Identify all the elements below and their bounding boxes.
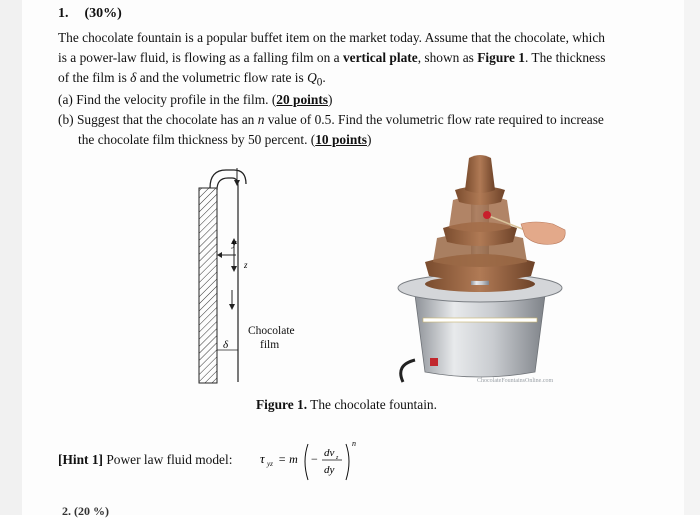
film-surface [217, 178, 238, 382]
axis-z-head [231, 266, 237, 272]
part-b-close: ) [366, 132, 372, 147]
question-weight: (30%) [84, 6, 122, 21]
formula-exponent: n [352, 439, 356, 448]
fountain-led-strip [423, 318, 537, 322]
formula-tau-sub: yz [267, 460, 273, 468]
watermark: ChocolateFountainsOnline.com [477, 378, 554, 384]
hint [58, 452, 232, 468]
formula-dy: dy [324, 464, 335, 476]
flow-subscript: 0 [316, 76, 323, 89]
fountain-control [430, 358, 438, 366]
formula-minus: − [311, 452, 318, 466]
intro-text: , shown as [417, 50, 478, 65]
strawberry [483, 211, 491, 219]
caption-text: The chocolate fountain. [307, 397, 437, 412]
part-b [58, 110, 648, 150]
left-margin [0, 0, 22, 515]
intro-line-2 [58, 48, 638, 68]
power-law-formula [258, 436, 368, 486]
flow-symbol: Q [307, 70, 317, 85]
figure-caption [256, 397, 437, 413]
intro-text: . The thickness [524, 50, 606, 65]
question-number: 1. [58, 6, 69, 21]
film-label-1: Chocolate [248, 325, 295, 337]
axis-y-horizontal-head [217, 252, 222, 258]
part-a-close: ) [328, 92, 333, 107]
question-header [58, 6, 138, 22]
falling-film-diagram [180, 160, 300, 390]
fountain-crown [465, 155, 495, 193]
part-a [58, 90, 648, 110]
axis-z-label: z [244, 260, 248, 270]
intro-text: . [322, 70, 326, 85]
part-b-text: (b) Suggest that the chocolate has an [58, 112, 258, 127]
formula-equals: = m [278, 452, 298, 466]
hand [521, 222, 565, 244]
thickness-delta: δ [223, 339, 229, 351]
right-margin [684, 0, 700, 515]
power-cord [401, 360, 415, 382]
axis-y-label: y [232, 238, 237, 249]
part-b-text: value of 0.5. Find the volumetric flow rate required to increase [264, 112, 604, 127]
intro-emphasis-plate: vertical plate [342, 50, 418, 65]
next-question-cutoff: 2. (20 %) [62, 504, 109, 518]
intro-line-1: The chocolate fountain is a popular buffet item on the market today. Assume that the chocolate, which [58, 30, 605, 45]
intro-text: and the volumetric flow rate is [136, 70, 308, 85]
delta-symbol: δ [130, 70, 137, 85]
part-a-points: 20 points [276, 92, 329, 107]
flow-arrow-top-head [234, 180, 240, 186]
flow-arrow-mid-head [229, 304, 235, 310]
formula-right-paren [346, 444, 349, 480]
film-label-2: film [260, 339, 280, 351]
hint-label: [Hint 1] [58, 452, 104, 467]
film-top-curve [210, 170, 246, 188]
intro-text: of the film is [58, 70, 131, 85]
part-b-text: the chocolate film thickness by 50 percent. ( [78, 132, 316, 147]
part-b-line-2 [58, 130, 648, 150]
formula-tau: τ [260, 451, 265, 466]
vertical-plate [199, 188, 217, 383]
formula-left-paren [305, 444, 308, 480]
question-intro [58, 28, 638, 93]
part-b-points: 10 points [315, 132, 367, 147]
chocolate-fountain-image [385, 150, 575, 390]
part-a-text: (a) Find the velocity profile in the film. ( [58, 92, 277, 107]
formula-dv-sub: z [336, 455, 339, 461]
n-symbol: n [257, 112, 265, 127]
hint-text: Power law fluid model: [103, 452, 233, 467]
formula-dv: dv [324, 447, 335, 459]
intro-text: is a power-law fluid, is flowing as a falling film on a [58, 50, 343, 65]
intro-figure-ref: Figure 1 [477, 50, 525, 65]
part-b-line-1 [58, 110, 648, 130]
caption-label: Figure 1. [256, 397, 308, 412]
intro-line-3 [58, 68, 638, 93]
